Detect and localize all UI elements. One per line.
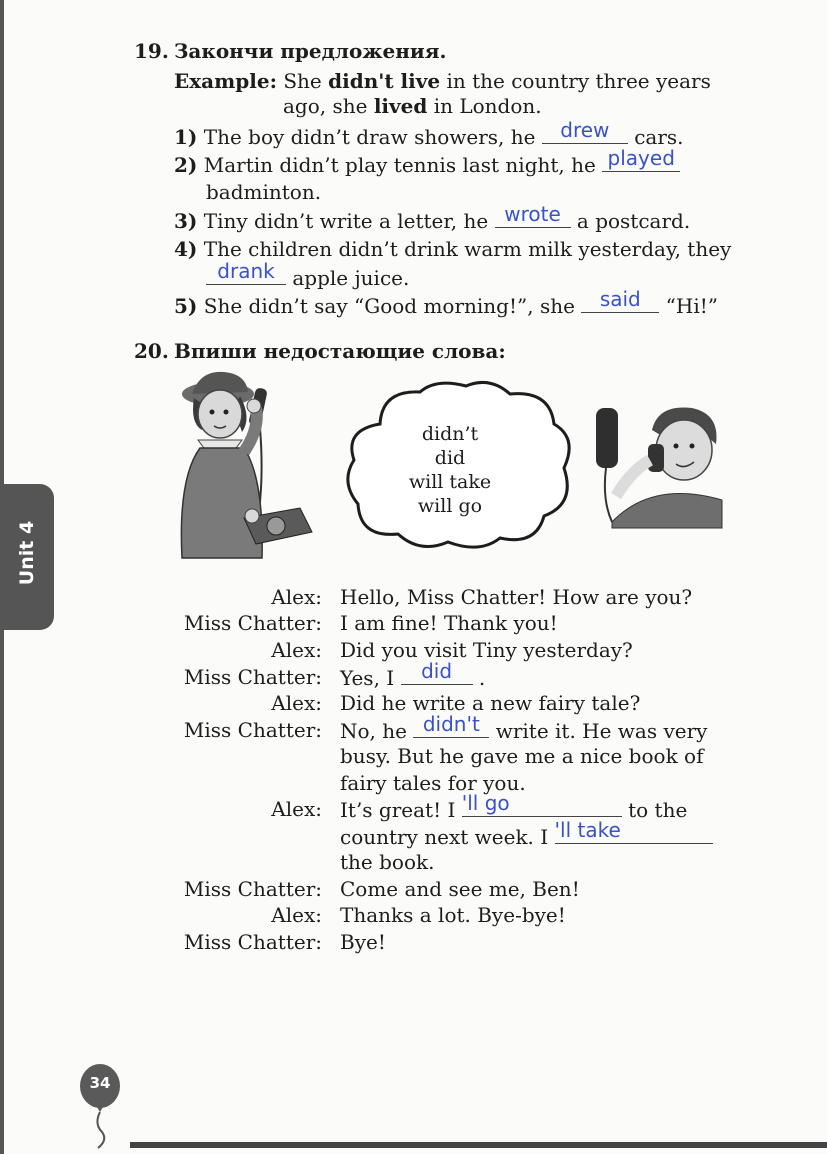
answer-blank[interactable] bbox=[461, 791, 622, 817]
dialogue-line: Hello, Miss Chatter! How are you? bbox=[340, 585, 693, 609]
exercise-item bbox=[174, 202, 691, 234]
dialogue-text: Yes, I bbox=[340, 666, 395, 690]
item-number: 3) bbox=[174, 209, 198, 233]
dialogue-line: busy. But he gave me a nice book of bbox=[340, 744, 704, 768]
item-text: “Hi!” bbox=[665, 294, 718, 318]
answer-blank[interactable] bbox=[554, 818, 713, 844]
exercise-20-title: Впиши недостающие слова: bbox=[174, 339, 506, 363]
answer-blank[interactable] bbox=[581, 287, 659, 313]
speaker-name: Alex: bbox=[271, 638, 322, 662]
speaker-name: Miss Chatter: bbox=[183, 611, 322, 635]
speaker-name: Alex: bbox=[271, 797, 322, 821]
unit-tab bbox=[0, 484, 54, 630]
item-text: The children didn’t drink warm milk yesterday, they bbox=[203, 237, 732, 261]
dialogue-line: Did you visit Tiny yesterday? bbox=[340, 638, 633, 662]
answer-text: didn't bbox=[422, 712, 480, 736]
item-continuation: badminton. bbox=[206, 180, 322, 204]
answer-text: drew bbox=[560, 118, 610, 142]
exercise-19-title: Закончи предложения. bbox=[174, 39, 447, 63]
item-number: 4) bbox=[174, 237, 198, 261]
example-line-2 bbox=[283, 93, 542, 119]
example-text: ago, she bbox=[283, 94, 368, 118]
item-text: Tiny didn’t write a letter, he bbox=[203, 209, 489, 233]
page-number: 34 bbox=[89, 1074, 111, 1092]
answer-blank[interactable] bbox=[542, 118, 628, 144]
speaker-name: Miss Chatter: bbox=[183, 718, 322, 742]
item-text: Martin didn’t play tennis last night, he bbox=[203, 153, 596, 177]
dialogue-line: Thanks a lot. Bye-bye! bbox=[340, 903, 566, 927]
dialogue-line: Come and see me, Ben! bbox=[340, 877, 580, 901]
example-past-verb: lived bbox=[373, 94, 428, 118]
speaker-name: Alex: bbox=[271, 903, 322, 927]
item-text: She didn’t say “Good morning!”, she bbox=[203, 294, 575, 318]
answer-text: played bbox=[607, 146, 675, 170]
word-bank-item: did bbox=[434, 447, 466, 469]
answer-text: said bbox=[599, 287, 641, 311]
word-bank-item: will go bbox=[417, 495, 483, 517]
dialogue-text: write it. He was very bbox=[495, 719, 708, 743]
answer-blank[interactable] bbox=[206, 259, 286, 285]
item-text: a postcard. bbox=[576, 209, 691, 233]
dialogue-line: Bye! bbox=[340, 930, 386, 954]
exercise-20-number: 20. bbox=[134, 339, 169, 363]
answer-blank[interactable] bbox=[401, 659, 473, 685]
example-line-1 bbox=[174, 68, 711, 94]
answer-text: 'll take bbox=[554, 818, 621, 842]
dialogue-text: country next week. I bbox=[340, 825, 549, 849]
item-continuation bbox=[206, 259, 410, 291]
unit-tab-label: Unit 4 bbox=[16, 520, 38, 586]
dialogue-line bbox=[340, 818, 713, 850]
dialogue-line bbox=[340, 659, 486, 691]
exercise-item bbox=[174, 146, 680, 178]
speaker-name: Miss Chatter: bbox=[183, 877, 322, 901]
speaker-name: Alex: bbox=[271, 585, 322, 609]
item-number: 1) bbox=[174, 125, 198, 149]
example-negative-verb: didn't live bbox=[328, 69, 441, 93]
answer-blank[interactable] bbox=[602, 146, 680, 172]
word-bank-item: will take bbox=[408, 471, 492, 493]
answer-blank[interactable] bbox=[495, 202, 571, 228]
item-number: 2) bbox=[174, 153, 198, 177]
speaker-name: Alex: bbox=[271, 691, 322, 715]
speaker-name: Miss Chatter: bbox=[183, 930, 322, 954]
item-text: cars. bbox=[634, 125, 684, 149]
dialogue-text: It’s great! I bbox=[340, 798, 456, 822]
dialogue-line: Did he write a new fairy tale? bbox=[340, 691, 641, 715]
dialogue-text: to the bbox=[628, 798, 688, 822]
item-text: apple juice. bbox=[292, 266, 410, 290]
word-bank-item: didn’t bbox=[421, 423, 479, 445]
example-text: She bbox=[283, 69, 322, 93]
answer-text: did bbox=[421, 659, 453, 683]
answer-text: wrote bbox=[504, 202, 561, 226]
item-number: 5) bbox=[174, 294, 198, 318]
dialogue-line: the book. bbox=[340, 850, 435, 874]
woman-on-phone-illustration bbox=[160, 368, 325, 568]
dialogue-line bbox=[340, 712, 708, 744]
speaker-name: Miss Chatter: bbox=[183, 665, 322, 689]
answer-text: drank bbox=[217, 259, 275, 283]
exercise-19-number: 19. bbox=[134, 39, 169, 63]
page-bottom-edge bbox=[130, 1142, 827, 1148]
exercise-item bbox=[174, 287, 718, 319]
item-text: The boy didn’t draw showers, he bbox=[203, 125, 536, 149]
example-text: in the country three years bbox=[446, 69, 711, 93]
dialogue-line: fairy tales for you. bbox=[340, 771, 526, 795]
answer-text: 'll go bbox=[461, 791, 510, 815]
example-label: Example: bbox=[174, 69, 277, 93]
boy-on-phone-illustration bbox=[592, 400, 732, 530]
answer-blank[interactable] bbox=[413, 712, 489, 738]
dialogue-text: No, he bbox=[340, 719, 407, 743]
dialogue-line: I am fine! Thank you! bbox=[340, 611, 558, 635]
dialogue-text: . bbox=[478, 666, 486, 690]
word-bank bbox=[380, 422, 520, 518]
example-text: in London. bbox=[433, 94, 542, 118]
